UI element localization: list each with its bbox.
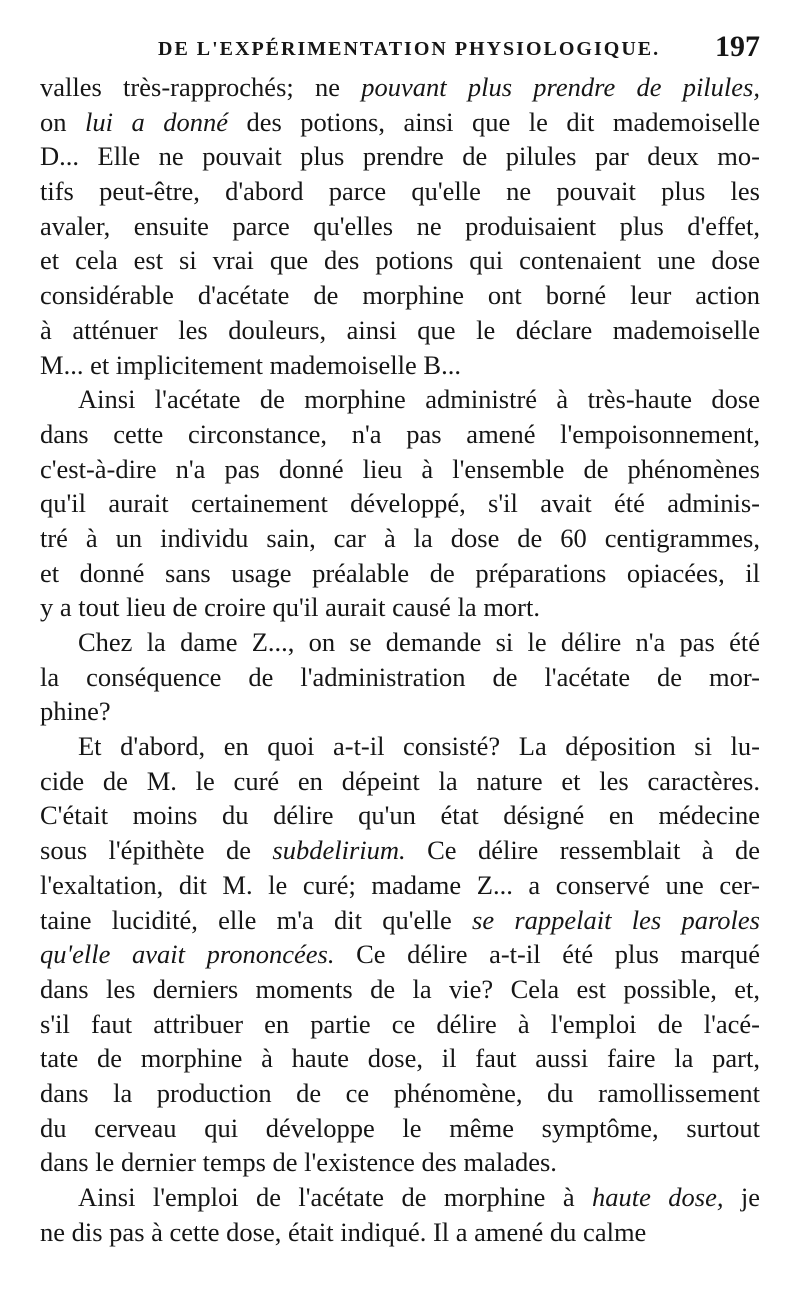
italic-text: qu'elle avait prononcées.: [40, 939, 335, 970]
text-line: dans la production de ce phénomène, du ramollissement: [40, 1077, 760, 1108]
body-text: [40, 70, 760, 1249]
text-line: l'exaltation, dit M. le curé; madame Z... a conservé une cer-: [40, 869, 760, 900]
text-line: M... et implicitement mademoiselle B...: [40, 349, 461, 380]
italic-text: haute dose,: [592, 1182, 724, 1212]
text-line: dans les derniers moments de la vie? Cela est possible, et,: [40, 973, 760, 1004]
text-line: et cela est si vrai que des potions qui contenaient une dose: [40, 245, 760, 276]
text-line: taine lucidité, elle m'a dit qu'elle se rappelait les paroles: [40, 904, 760, 935]
text-line: phine?: [40, 696, 111, 727]
text-line: c'est-à-dire n'a pas donné lieu à l'ensemble de phénomènes: [40, 453, 760, 484]
text-line: D... Elle ne pouvait plus prendre de pilules par deux mo-: [40, 141, 760, 172]
text-line: cide de M. le curé en dépeint la nature et les caractères.: [40, 765, 760, 796]
text-line: on lui a donné des potions, ainsi que le dit mademoiselle: [40, 106, 761, 137]
text-line: s'il faut attribuer en partie ce délire à l'emploi de l'acé-: [40, 1008, 760, 1039]
text-line: qu'elle avait prononcées. Ce délire a-t-il été plus marqué: [40, 939, 760, 970]
italic-text: se rappelait les paroles: [472, 904, 760, 935]
text-line: du cerveau qui développe le même symptôme, surtout: [40, 1112, 760, 1143]
italic-text: lui a donné: [85, 106, 228, 137]
text-line: avaler, ensuite parce qu'elles ne produisaient plus d'effet,: [40, 210, 760, 241]
text-line: C'était moins du délire qu'un état désigné en médecine: [40, 800, 760, 831]
text-line: y a tout lieu de croire qu'il aurait causé la mort.: [40, 592, 540, 623]
page-number: 197: [715, 30, 760, 63]
text-line: tate de morphine à haute dose, il faut aussi faire la part,: [40, 1043, 760, 1074]
text-line: sous l'épithète de subdelirium. Ce délire ressemblait à de: [40, 835, 760, 866]
text-line: la conséquence de l'administration de l'acétate de mor-: [40, 661, 760, 692]
text-line: Ainsi l'acétate de morphine administré à très-haute dose: [78, 384, 760, 415]
text-line: considérable d'acétate de morphine ont borné leur action: [40, 280, 760, 311]
text-line: à atténuer les douleurs, ainsi que le déclare mademoiselle: [40, 314, 760, 345]
text-line: Et d'abord, en quoi a-t-il consisté? La déposition si lu-: [78, 731, 760, 762]
running-title: DE L'EXPÉRIMENTATION PHYSIOLOGIQUE.: [158, 38, 661, 60]
text-line: et donné sans usage préalable de préparations opiacées, il: [40, 557, 760, 588]
text-line: tré à un individu sain, car à la dose de 60 centigrammes,: [40, 522, 760, 553]
text-line: tifs peut-être, d'abord parce qu'elle ne pouvait plus les: [40, 176, 760, 207]
text-line: qu'il aurait certainement développé, s'il avait été adminis-: [40, 488, 760, 519]
text-line: dans le dernier temps de l'existence des malades.: [40, 1147, 557, 1178]
text-line: Ainsi l'emploi de l'acétate de morphine à haute dose, je: [78, 1182, 761, 1212]
italic-text: subdelirium.: [272, 835, 406, 866]
text-line: ne dis pas à cette dose, était indiqué. Il a amené du calme: [40, 1216, 647, 1247]
running-head: [40, 30, 760, 66]
text-line: Chez la dame Z..., on se demande si le délire n'a pas été: [78, 627, 760, 657]
italic-text: pouvant plus prendre de pilules,: [361, 72, 760, 102]
text-line: valles très-rapprochés; ne pouvant plus prendre de pilules,: [40, 72, 760, 102]
text-line: dans cette circonstance, n'a pas amené l'empoisonnement,: [40, 418, 760, 449]
